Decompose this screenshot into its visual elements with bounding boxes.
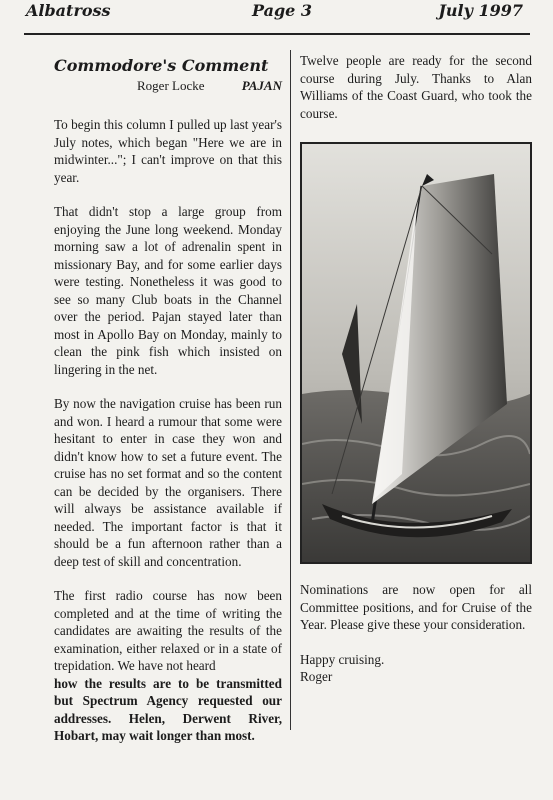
issue-date: July 1997 <box>438 1 523 20</box>
article-title: Commodore's Comment <box>54 56 269 75</box>
sign-off: Happy cruising. <box>300 651 385 667</box>
left-column <box>54 52 282 745</box>
author-name: Roger Locke <box>137 78 205 93</box>
sailboat-illustration <box>302 144 530 562</box>
paragraph: That didn't stop a large group from enjoying the June long weekend. Monday morning saw a lot of adrenalin spent in missionary Bay, and for some earlier days were testing. Nonetheless it was good to see so many Club boats in the Channel over the period. Pajan stayed later than most in Apollo Bay on Monday, mainly to clean the pink fish which insisted on lingering in the net. <box>54 204 282 377</box>
sailing-boat-photo <box>300 142 532 564</box>
paragraph: Nominations are now open for all Committee positions, and for Cruise of the Year. Please give these your consideration. <box>300 582 532 632</box>
paragraph: By now the navigation cruise has been run and won. I heard a rumour that some were hesitant to enter in case they won and didn't know how to set a future event. The cruise has no set format and so the content can be decided by the organisers. There will always be assistance available if needed. The important factor is that it should be a fun afternoon rather than a deep test of skill and concentration. <box>54 396 282 569</box>
right-column <box>300 52 532 686</box>
page-number: Page 3 <box>252 1 313 20</box>
paragraph: To begin this column I pulled up last year's July notes, which began "Here we are in midwinter..."; I can't improve on that this year. <box>54 117 282 185</box>
page-header <box>24 0 529 22</box>
signature: Roger <box>300 669 333 684</box>
paragraph: Twelve people are ready for the second course during July. Thanks to Alan Williams of the Coast Guard, who took the course. <box>300 53 532 121</box>
boat-name: PAJAN <box>241 78 282 93</box>
header-rule <box>24 33 530 35</box>
paragraph: The first radio course has now been completed and at the time of writing the candidates are awaiting the results of the examination, either relaxed or in a state of trepidation. We have not heard <box>54 588 282 673</box>
paragraph: how the results are to be transmitted but Spectrum Agency requested our addresses. Helen, Derwent River, Hobart, may wait longer than most. <box>54 675 282 743</box>
byline <box>54 78 282 96</box>
newsletter-name: Albatross <box>26 1 111 20</box>
column-divider <box>290 50 291 730</box>
